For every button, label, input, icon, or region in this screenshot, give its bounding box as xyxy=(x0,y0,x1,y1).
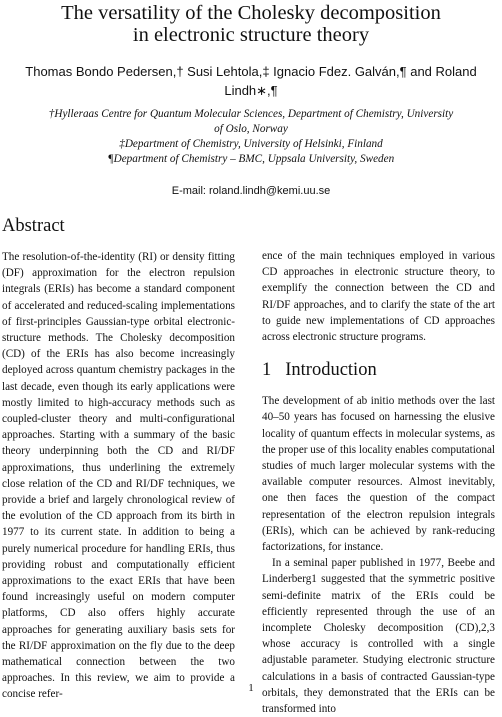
abstract-text-continued: ence of the main techniques employed in various CD approaches in electronic structure theory, to exemplify the connection between the CD and RI/DF approaches, and to clarify the state of the art to guide new implementations of CD approaches across electronic structure programs. xyxy=(262,250,495,344)
affiliation-line: ¶Department of Chemistry – BMC, Uppsala University, Sweden xyxy=(107,153,395,165)
authors-line-1: Thomas Bondo Pedersen,† Susi Lehtola,‡ Ignacio Fdez. Galván,¶ and Roland xyxy=(25,64,477,79)
abstract-text: The resolution-of-the-identity (RI) or density fitting (DF) approximation for the electron repulsion integrals (ERIs) has become a standard component of accelerated and reduced-scaling implementations of first-principles Gaussian-type orbital electronic-structure methods. The Cholesky decomposition (CD) of the ERIs has also become increasingly deployed across quantum chemistry packages in the last decade, even though its early applications were mostly limited to high-accuracy methods such as coupled-cluster theory and multi-configurational approaches. Starting with a summary of the basic theory underpinning both the CD and RI/DF approximations, thus underlining the extremely close relation of the CD and RI/DF techniques, we provide a brief and largely chronological review of the evolution of the CD approach from its birth in 1977 to its current state. In addition to being a purely numerical procedure for handling ERIs, thus providing robust and computationally efficient approximations to the exact ERIs that have been found increasingly useful on modern computer platforms, CD also offers highly accurate approaches for generating auxiliary basis sets for the RI/DF approximation on the fly due to the deep mathematical connection between the two approaches. In this review, we aim to provide a concise refer- xyxy=(2,251,235,701)
introduction-paragraph-2: In a seminal paper published in 1977, Beebe and Linderberg1 suggested that the symmetric positive semi-definite matrix of the ERIs could be efficiently represented through the use of an incomplete Cholesky decomposition (CD),2,3 whose accuracy is controlled with a single adjustable parameter. Studying electronic structure calculations in a basis of contracted Gaussian-type orbitals, they demonstrated that the ERIs can be transformed into xyxy=(262,557,495,716)
affiliation-line: †Hylleraas Centre for Quantum Molecular Sciences, Department of Chemistry, University xyxy=(48,108,454,120)
section-title-text: Introduction xyxy=(285,360,377,381)
affiliation-line: ‡Department of Chemistry, University of Helsinki, Finland xyxy=(119,138,383,150)
affiliations xyxy=(16,107,486,167)
introduction-paragraph-1: The development of ab initio methods over the last 40–50 years has focused on harnessing the elusive locality of quantum effects in molecular systems, as the proper use of this locality enables computational studies of much larger molecular systems with the available computer resources. Almost inevitably, one then faces the question of the compact representation of the electron repulsion integrals (ERIs), which can be achieved by rank-reducing factorizations, for instance. xyxy=(262,395,495,554)
authors-line-2: Lindh∗,¶ xyxy=(224,83,278,98)
paper-title xyxy=(0,2,502,46)
section-number: 1 xyxy=(262,360,272,381)
right-column xyxy=(262,248,495,717)
abstract-heading: Abstract xyxy=(2,216,65,236)
title-line-2: in electronic structure theory xyxy=(132,24,370,46)
author-list xyxy=(20,62,482,100)
page-number: 1 xyxy=(248,682,254,694)
corresponding-email[interactable]: E-mail: roland.lindh@kemi.uu.se xyxy=(171,185,331,197)
introduction-heading xyxy=(262,358,495,382)
title-line-1: The versatility of the Cholesky decomposition xyxy=(61,2,441,24)
left-column xyxy=(2,214,235,703)
affiliation-line: of Oslo, Norway xyxy=(214,123,288,135)
